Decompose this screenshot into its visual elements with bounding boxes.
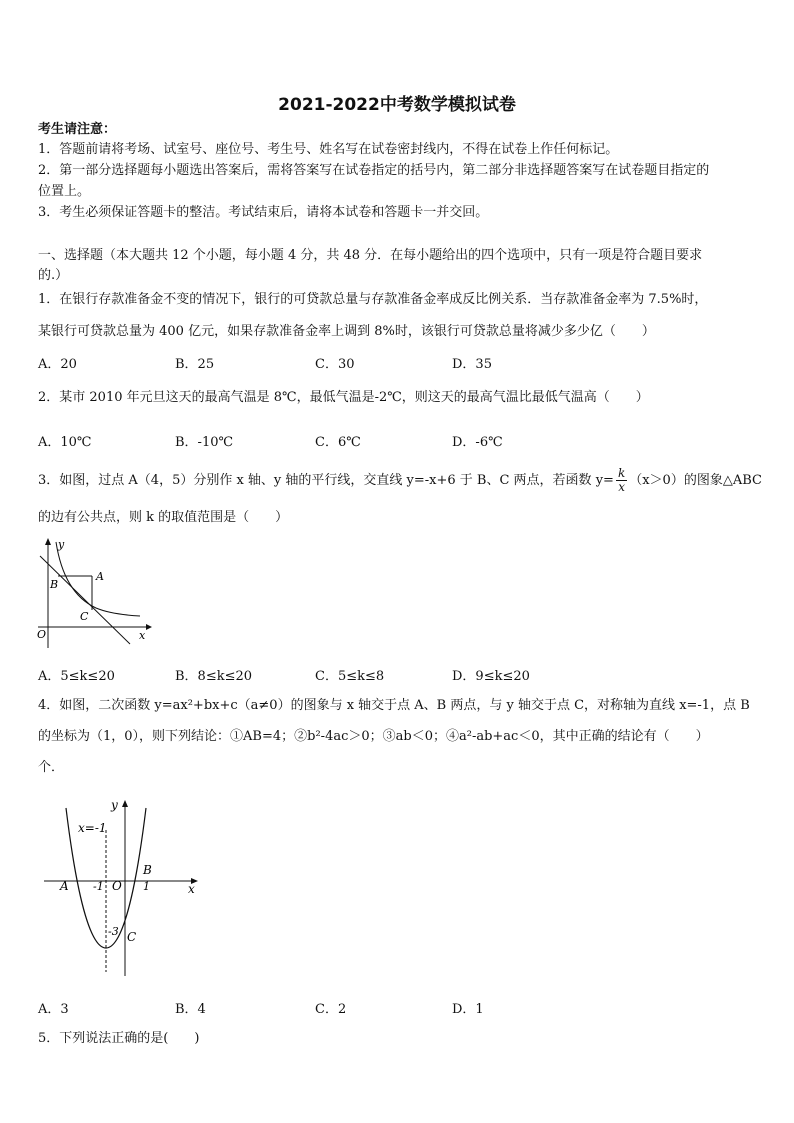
q2-option-b: B．-10℃ [175,435,234,450]
q4-option-b: B．4 [175,1002,206,1017]
section-heading: 一、选择题（本大题共 12 个小题，每小题 4 分，共 48 分．在每小题给出的四个选项中，只有一项是符合题目要求 [38,248,703,263]
q4-label-b: B [143,863,152,877]
section-heading-cont: 的.） [38,268,69,283]
q3-fraction [616,467,627,494]
notice-item-1: 1．答题前请将考场、试室号、座位号、考生号、姓名写在试卷密封线内，不得在试卷上作任何标记。 [38,142,619,157]
q3-stem-part1: 3．如图，过点 A（4，5）分别作 x 轴、y 轴的平行线，交直线 y=-x+6 于 B、C 两点，若函数 y= [38,473,614,488]
q4-label-o: O [112,879,122,893]
q4-label-neg1: -1 [93,880,104,893]
q1-stem-cont: 某银行可贷款总量为 400 亿元，如果存款准备金率上调到 8%时，该银行可贷款总量将减少多少亿（ ） [38,324,655,339]
q3-stem-cont: 的边有公共点，则 k 的取值范围是（ ） [38,510,289,525]
q3-option-d: D．9≤k≤20 [452,669,530,684]
q4-label-x: x [188,882,195,896]
notice-item-2: 2．第一部分选择题每小题选出答案后，需将答案写在试卷指定的括号内，第二部分非选择题答案写在试卷题目指定的 [38,163,710,178]
q4-label-y: y [111,798,118,812]
q1-stem: 1．在银行存款准备金不变的情况下，银行的可贷款总量与存款准备金率成反比例关系．当存款准备金率为 7.5%时， [38,292,708,307]
q4-stem: 4．如图，二次函数 y=ax²+bx+c（a≠0）的图象与 x 轴交于点 A、B 两点，与 y 轴交于点 C，对称轴为直线 x=-1，点 B [38,698,750,713]
q3-frac-denominator: x [618,480,625,494]
q3-figure [36,538,152,650]
notice-heading: 考生请注意： [38,122,117,137]
q3-label-o: O [37,628,47,641]
q4-y-arrow-icon [122,800,128,807]
q4-stem-end: 个． [38,760,65,775]
q3-line [40,556,130,644]
q3-option-c: C．5≤k≤8 [315,669,385,684]
q4-label-neg3: -3 [108,925,119,938]
q4-option-d: D．1 [452,1002,484,1017]
q3-label-c: C [80,610,89,623]
q3-stem-part2: （x＞0）的图象△ABC [629,473,762,488]
q3-options [38,665,758,685]
q1-option-b: B．25 [175,357,215,372]
q2-stem: 2．某市 2010 年元旦这天的最高气温是 8℃，最低气温是-2℃，则这天的最高气温比最低气温高（ ） [38,390,649,405]
q1-options [38,353,758,373]
notice-item-2-cont: 位置上。 [38,184,91,199]
q2-option-a: A．10℃ [38,435,92,450]
q3-label-x: x [139,629,146,642]
q3-x-arrow-icon [146,624,152,630]
q3-y-arrow-icon [45,538,51,545]
q4-option-c: C．2 [315,1002,347,1017]
q3-label-a: A [96,570,104,583]
q4-label-axis: x=-1 [78,821,107,835]
q3-frac-numerator: k [617,466,626,480]
q3-option-a: A．5≤k≤20 [38,669,115,684]
notice-item-3: 3．考生必须保证答题卡的整洁。考试结束后，请将本试卷和答题卡一并交回。 [38,205,489,220]
q4-stem-cont: 的坐标为（1，0），则下列结论：①AB=4；②b²-4ac＞0；③ab＜0；④a²-ab+ac＜0，其中正确的结论有（ ） [38,729,709,744]
q4-options [38,998,758,1018]
q1-option-c: C．30 [315,357,355,372]
q4-label-a: A [60,879,69,893]
q2-options [38,431,758,451]
q5-stem: 5．下列说法正确的是( ) [38,1031,200,1046]
q1-option-d: D．35 [452,357,492,372]
q4-figure [42,796,202,978]
q1-option-a: A．20 [38,357,77,372]
q4-label-c: C [127,930,137,944]
q2-option-c: C．6℃ [315,435,361,450]
q4-label-one: 1 [143,880,150,893]
q3-stem [38,466,762,496]
exam-title: 2021-2022中考数学模拟试卷 [278,95,516,115]
q3-label-b: B [50,578,59,591]
q3-option-b: B．8≤k≤20 [175,669,253,684]
q2-option-d: D．-6℃ [452,435,503,450]
q4-option-a: A．3 [38,1002,69,1017]
q3-label-y: y [58,538,65,551]
